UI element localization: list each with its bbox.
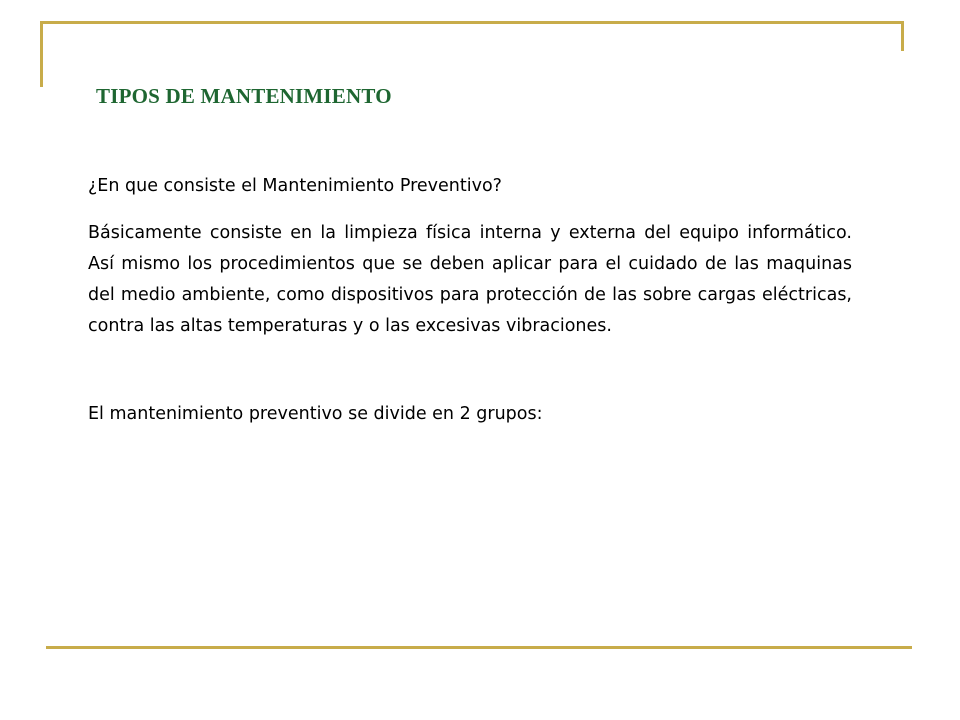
closing-text: El mantenimiento preventivo se divide en 2 grupos: bbox=[88, 404, 543, 424]
frame-left-rule bbox=[40, 21, 43, 87]
question-text: ¿En que consiste el Mantenimiento Preventivo? bbox=[88, 176, 502, 196]
frame-top-rule bbox=[40, 21, 904, 24]
frame-bottom-rule bbox=[46, 646, 912, 649]
slide-title: TIPOS DE MANTENIMIENTO bbox=[96, 84, 392, 108]
slide-content bbox=[88, 172, 852, 428]
frame-right-rule bbox=[901, 21, 904, 51]
body-paragraph: Básicamente consiste en la limpieza física interna y externa del equipo informático. Así mismo los procedimientos que se deben aplicar para el cuidado de las maquinas del medio ambiente, como dispositivos para protección de las sobre cargas eléctricas, contra las altas temperaturas y o las excesivas vibraciones. bbox=[88, 223, 852, 336]
